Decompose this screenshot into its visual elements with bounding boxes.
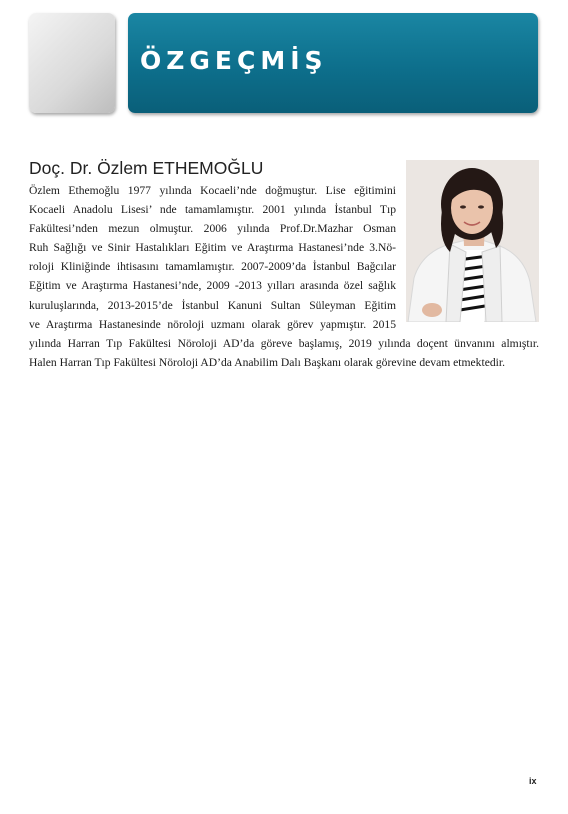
- bio-line: Fakültesi’nden mezun olmuştur. 2006 yılında Prof.Dr.Mazhar Osman: [29, 222, 396, 236]
- page-number: ix: [529, 776, 537, 786]
- decorative-gray-block: [29, 13, 115, 113]
- bio-line: Eğitim ve Araştırma Hastanesi’nde, 2009 -2013 yılları arasında özel sağlık: [29, 279, 396, 293]
- bio-line: kuruluşlarında, 2013-2015’de İstanbul Kanuni Sultan Süleyman Eğitim: [29, 298, 396, 312]
- section-title: ÖZGEÇMİŞ: [140, 46, 328, 75]
- biography-text: [29, 181, 539, 372]
- portrait-photo: [406, 160, 539, 322]
- bio-line: Özlem Ethemoğlu 1977 yılında Kocaeli’nde doğmuştur. Lise eğitimini: [29, 184, 396, 197]
- bio-line: ve Araştırma Hastanesinde nöroloji uzmanı olarak görev yapmıştır. 2015: [29, 317, 396, 331]
- bio-line: yılında Harran Tıp Fakültesi Nöroloji AD’da göreve başlamış, 2019 yılında doçent ünvanını almıştır.: [29, 336, 539, 350]
- bio-line: roloji Kliniğinde ihtisasını tamamlamıştır. 2007-2009’da İstanbul Bağcılar: [29, 260, 396, 274]
- bio-line: Halen Harran Tıp Fakültesi Nöroloji AD’da Anabilim Dalı Başkanı olarak görevine devam etmektedir.: [29, 355, 505, 369]
- bio-line: Ruh Sağlığı ve Sinir Hastalıkları Eğitim ve Araştırma Hastanesi’nde 3.Nö-: [29, 241, 396, 255]
- person-name: Doç. Dr. Özlem ETHEMOĞLU: [29, 158, 264, 178]
- section-title-bar: [128, 13, 538, 113]
- bio-line: Kocaeli Anadolu Lisesi’ nde tamamlamıştır. 2001 yılında İstanbul Tıp: [29, 203, 396, 217]
